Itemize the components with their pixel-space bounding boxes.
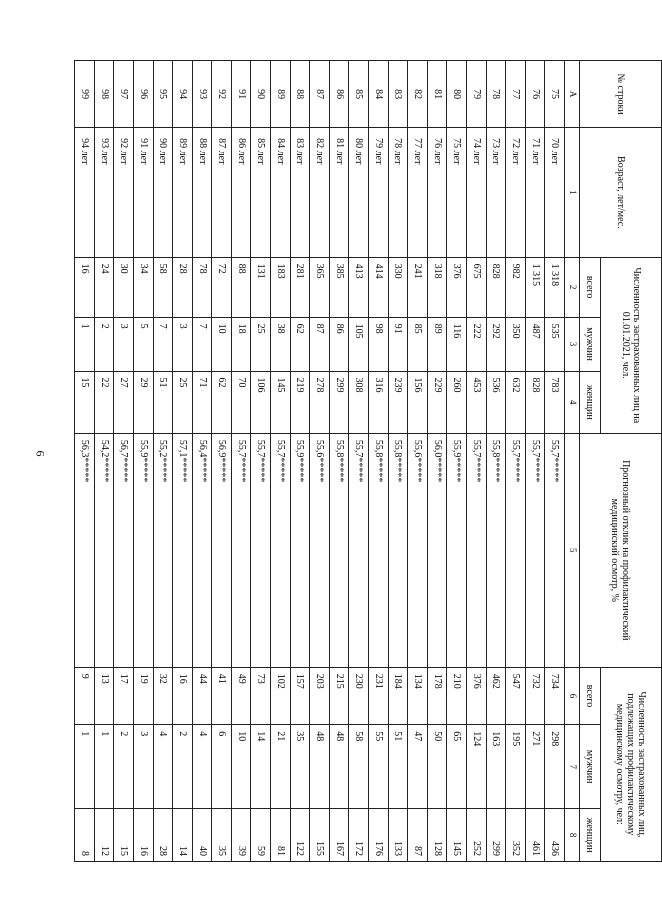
col-number: А (565, 61, 580, 128)
rotated-table-frame (74, 60, 662, 862)
subject-men-cell: 65 (447, 725, 467, 809)
insured-total-cell: 30 (114, 257, 134, 317)
col-number: 5 (565, 433, 580, 667)
insured-women-cell: 278 (310, 371, 330, 433)
row-number-cell: 95 (153, 61, 173, 128)
insured-total-cell: 131 (251, 257, 271, 317)
age-cell: 92 лет (114, 128, 134, 257)
forecast-cell: 55,7***** (506, 433, 526, 667)
insured-women-cell: 632 (506, 371, 526, 433)
forecast-cell: 55,7***** (349, 433, 369, 667)
table-row (525, 61, 545, 862)
table-row (114, 61, 134, 862)
row-number-cell: 76 (525, 61, 545, 128)
age-cell: 94 лет (75, 128, 95, 257)
insured-total-cell: 78 (192, 257, 212, 317)
subject-total-cell: 19 (133, 667, 153, 725)
subject-total-cell: 49 (231, 667, 251, 725)
col-number: 7 (565, 725, 580, 809)
col-number: 6 (565, 667, 580, 725)
insured-men-cell: 86 (329, 317, 349, 371)
insured-total-cell: 376 (447, 257, 467, 317)
insured-total-cell: 16 (75, 257, 95, 317)
subject-men-cell: 48 (329, 725, 349, 809)
row-number-cell: 83 (388, 61, 408, 128)
subject-total-cell: 547 (506, 667, 526, 725)
insured-women-cell: 299 (329, 371, 349, 433)
subject-men-cell: 58 (349, 725, 369, 809)
subject-total-cell: 184 (388, 667, 408, 725)
subject-women-cell: 352 (506, 809, 526, 862)
subject-women-cell: 35 (212, 809, 232, 862)
insured-men-cell: 7 (153, 317, 173, 371)
insured-total-cell: 1 315 (525, 257, 545, 317)
insured-men-cell: 98 (369, 317, 389, 371)
age-cell: 88 лет (192, 128, 212, 257)
table-row (133, 61, 153, 862)
header-forecast: Прогнозный отклик на профилактический медицинский осмотр, % (580, 433, 662, 667)
age-cell: 90 лет (153, 128, 173, 257)
forecast-cell: 55,9***** (133, 433, 153, 667)
subject-men-cell: 1 (94, 725, 114, 809)
subject-men-cell: 51 (388, 725, 408, 809)
header-total-1: всего (580, 257, 601, 317)
insured-total-cell: 828 (486, 257, 506, 317)
subject-women-cell: 167 (329, 809, 349, 862)
forecast-cell: 55,2***** (153, 433, 173, 667)
insured-women-cell: 828 (525, 371, 545, 433)
subject-women-cell: 145 (447, 809, 467, 862)
subject-men-cell: 6 (212, 725, 232, 809)
forecast-cell: 55,8***** (486, 433, 506, 667)
insured-men-cell: 5 (133, 317, 153, 371)
age-cell: 93 лет (94, 128, 114, 257)
insured-women-cell: 229 (427, 371, 447, 433)
forecast-cell: 55,7***** (231, 433, 251, 667)
age-cell: 73 лет (486, 128, 506, 257)
subject-total-cell: 230 (349, 667, 369, 725)
insured-women-cell: 70 (231, 371, 251, 433)
insured-men-cell: 85 (408, 317, 428, 371)
forecast-cell: 56,3***** (75, 433, 95, 667)
subject-women-cell: 87 (408, 809, 428, 862)
insured-women-cell: 783 (545, 371, 565, 433)
header-women-2: женщин (580, 809, 601, 862)
insured-persons-table (74, 60, 662, 862)
insured-men-cell: 350 (506, 317, 526, 371)
subject-women-cell: 39 (231, 809, 251, 862)
insured-women-cell: 536 (486, 371, 506, 433)
row-number-cell: 90 (251, 61, 271, 128)
insured-women-cell: 27 (114, 371, 134, 433)
age-cell: 81 лет (329, 128, 349, 257)
row-number-cell: 87 (310, 61, 330, 128)
subject-total-cell: 102 (271, 667, 291, 725)
row-number-cell: 97 (114, 61, 134, 128)
header-men-2: мужчин (580, 725, 601, 809)
insured-total-cell: 414 (369, 257, 389, 317)
subject-men-cell: 14 (251, 725, 271, 809)
insured-men-cell: 105 (349, 317, 369, 371)
row-number-cell: 91 (231, 61, 251, 128)
subject-total-cell: 32 (153, 667, 173, 725)
insured-men-cell: 3 (173, 317, 193, 371)
subject-men-cell: 35 (290, 725, 310, 809)
row-number-cell: 94 (173, 61, 193, 128)
table-row (251, 61, 271, 862)
insured-total-cell: 183 (271, 257, 291, 317)
subject-women-cell: 40 (192, 809, 212, 862)
row-number-cell: 99 (75, 61, 95, 128)
age-cell: 71 лет (525, 128, 545, 257)
age-cell: 72 лет (506, 128, 526, 257)
row-number-cell: 77 (506, 61, 526, 128)
subject-women-cell: 436 (545, 809, 565, 862)
table-row (427, 61, 447, 862)
subject-men-cell: 4 (153, 725, 173, 809)
subject-men-cell: 271 (525, 725, 545, 809)
insured-men-cell: 25 (251, 317, 271, 371)
age-cell: 70 лет (545, 128, 565, 257)
row-number-cell: 93 (192, 61, 212, 128)
age-cell: 89 лет (173, 128, 193, 257)
subject-men-cell: 2 (173, 725, 193, 809)
header-row-number: № строки (580, 61, 662, 128)
insured-men-cell: 116 (447, 317, 467, 371)
insured-women-cell: 316 (369, 371, 389, 433)
insured-total-cell: 318 (427, 257, 447, 317)
row-number-cell: 86 (329, 61, 349, 128)
insured-total-cell: 24 (94, 257, 114, 317)
forecast-cell: 55,7***** (251, 433, 271, 667)
insured-total-cell: 281 (290, 257, 310, 317)
table-row (290, 61, 310, 862)
subject-men-cell: 195 (506, 725, 526, 809)
subject-men-cell: 298 (545, 725, 565, 809)
row-number-cell: 98 (94, 61, 114, 128)
age-cell: 74 лет (467, 128, 487, 257)
subject-women-cell: 16 (133, 809, 153, 862)
subject-total-cell: 231 (369, 667, 389, 725)
subject-men-cell: 1 (75, 725, 95, 809)
col-number: 4 (565, 371, 580, 433)
subject-total-cell: 215 (329, 667, 349, 725)
insured-women-cell: 145 (271, 371, 291, 433)
subject-total-cell: 157 (290, 667, 310, 725)
forecast-cell: 55,9***** (290, 433, 310, 667)
insured-men-cell: 89 (427, 317, 447, 371)
table-row (486, 61, 506, 862)
insured-men-cell: 2 (94, 317, 114, 371)
insured-total-cell: 675 (467, 257, 487, 317)
table-row (271, 61, 291, 862)
insured-men-cell: 62 (290, 317, 310, 371)
age-cell: 78 лет (388, 128, 408, 257)
header-subject-group: Численность застрахованных лиц, подлежащих профилактическому медицинскому осмотру, чел: (601, 667, 662, 861)
subject-women-cell: 252 (467, 809, 487, 862)
insured-men-cell: 87 (310, 317, 330, 371)
forecast-cell: 56,4***** (192, 433, 212, 667)
age-cell: 77 лет (408, 128, 428, 257)
forecast-cell: 56,0***** (427, 433, 447, 667)
page-number: 6 (33, 450, 48, 457)
table-body (75, 61, 565, 862)
insured-women-cell: 25 (173, 371, 193, 433)
insured-total-cell: 58 (153, 257, 173, 317)
forecast-cell: 56,7***** (114, 433, 134, 667)
subject-total-cell: 462 (486, 667, 506, 725)
subject-women-cell: 461 (525, 809, 545, 862)
header-insured-group: Численность застрахованных лиц на 01.01.2021, чел. (601, 257, 662, 433)
insured-total-cell: 88 (231, 257, 251, 317)
insured-total-cell: 385 (329, 257, 349, 317)
subject-women-cell: 8 (75, 809, 95, 862)
subject-men-cell: 55 (369, 725, 389, 809)
forecast-cell: 55,8***** (369, 433, 389, 667)
forecast-cell: 55,7***** (467, 433, 487, 667)
age-cell: 76 лет (427, 128, 447, 257)
subject-women-cell: 59 (251, 809, 271, 862)
insured-men-cell: 18 (231, 317, 251, 371)
subject-men-cell: 47 (408, 725, 428, 809)
forecast-cell: 56,9***** (212, 433, 232, 667)
table-row (369, 61, 389, 862)
age-cell: 91 лет (133, 128, 153, 257)
insured-women-cell: 51 (153, 371, 173, 433)
insured-total-cell: 34 (133, 257, 153, 317)
table-container (74, 60, 662, 862)
subject-women-cell: 122 (290, 809, 310, 862)
insured-total-cell: 241 (408, 257, 428, 317)
age-cell: 85 лет (251, 128, 271, 257)
table-row (349, 61, 369, 862)
age-cell: 80 лет (349, 128, 369, 257)
subject-total-cell: 13 (94, 667, 114, 725)
subject-women-cell: 28 (153, 809, 173, 862)
subject-total-cell: 134 (408, 667, 428, 725)
subject-women-cell: 172 (349, 809, 369, 862)
subject-men-cell: 4 (192, 725, 212, 809)
row-number-cell: 84 (369, 61, 389, 128)
table-row (447, 61, 467, 862)
insured-total-cell: 413 (349, 257, 369, 317)
row-number-cell: 96 (133, 61, 153, 128)
table-row (94, 61, 114, 862)
header-age: Возраст, лет/мес. (580, 128, 662, 257)
header-total-2: всего (580, 667, 601, 725)
insured-men-cell: 38 (271, 317, 291, 371)
subject-total-cell: 73 (251, 667, 271, 725)
age-cell: 84 лет (271, 128, 291, 257)
age-cell: 82 лет (310, 128, 330, 257)
subject-total-cell: 44 (192, 667, 212, 725)
table-row (192, 61, 212, 862)
forecast-cell: 55,8***** (388, 433, 408, 667)
insured-men-cell: 3 (114, 317, 134, 371)
subject-women-cell: 128 (427, 809, 447, 862)
forecast-cell: 55,8***** (329, 433, 349, 667)
insured-women-cell: 22 (94, 371, 114, 433)
row-number-cell: 92 (212, 61, 232, 128)
insured-men-cell: 222 (467, 317, 487, 371)
table-row (153, 61, 173, 862)
insured-total-cell: 1 318 (545, 257, 565, 317)
insured-women-cell: 62 (212, 371, 232, 433)
subject-total-cell: 732 (525, 667, 545, 725)
header-women-1: женщин (580, 371, 601, 433)
table-row (310, 61, 330, 862)
table-row (408, 61, 428, 862)
subject-women-cell: 133 (388, 809, 408, 862)
subject-total-cell: 203 (310, 667, 330, 725)
insured-women-cell: 106 (251, 371, 271, 433)
subject-women-cell: 14 (173, 809, 193, 862)
forecast-cell: 55,9***** (447, 433, 467, 667)
forecast-cell: 57,1***** (173, 433, 193, 667)
forecast-cell: 55,6***** (408, 433, 428, 667)
col-number: 3 (565, 317, 580, 371)
row-number-cell: 89 (271, 61, 291, 128)
subject-total-cell: 734 (545, 667, 565, 725)
insured-men-cell: 10 (212, 317, 232, 371)
forecast-cell: 54,2***** (94, 433, 114, 667)
forecast-cell: 55,6***** (310, 433, 330, 667)
subject-men-cell: 163 (486, 725, 506, 809)
insured-women-cell: 71 (192, 371, 212, 433)
subject-men-cell: 48 (310, 725, 330, 809)
age-cell: 83 лет (290, 128, 310, 257)
subject-women-cell: 12 (94, 809, 114, 862)
subject-total-cell: 178 (427, 667, 447, 725)
subject-total-cell: 376 (467, 667, 487, 725)
table-row (545, 61, 565, 862)
subject-women-cell: 299 (486, 809, 506, 862)
age-cell: 79 лет (369, 128, 389, 257)
col-number: 2 (565, 257, 580, 317)
table-row (388, 61, 408, 862)
subject-total-cell: 16 (173, 667, 193, 725)
row-number-cell: 82 (408, 61, 428, 128)
row-number-cell: 85 (349, 61, 369, 128)
col-number: 8 (565, 809, 580, 862)
insured-men-cell: 91 (388, 317, 408, 371)
age-cell: 86 лет (231, 128, 251, 257)
subject-total-cell: 41 (212, 667, 232, 725)
table-row (506, 61, 526, 862)
insured-men-cell: 1 (75, 317, 95, 371)
col-number: 1 (565, 128, 580, 257)
subject-men-cell: 2 (114, 725, 134, 809)
subject-total-cell: 9 (75, 667, 95, 725)
table-row (467, 61, 487, 862)
insured-women-cell: 15 (75, 371, 95, 433)
insured-men-cell: 292 (486, 317, 506, 371)
insured-women-cell: 453 (467, 371, 487, 433)
age-cell: 87 лет (212, 128, 232, 257)
subject-total-cell: 210 (447, 667, 467, 725)
row-number-cell: 75 (545, 61, 565, 128)
age-cell: 75 лет (447, 128, 467, 257)
insured-men-cell: 7 (192, 317, 212, 371)
table-row (75, 61, 95, 862)
insured-women-cell: 156 (408, 371, 428, 433)
insured-men-cell: 487 (525, 317, 545, 371)
forecast-cell: 55,7***** (545, 433, 565, 667)
table-row (173, 61, 193, 862)
subject-men-cell: 21 (271, 725, 291, 809)
table-row (212, 61, 232, 862)
row-number-cell: 88 (290, 61, 310, 128)
row-number-cell: 80 (447, 61, 467, 128)
subject-total-cell: 17 (114, 667, 134, 725)
subject-women-cell: 155 (310, 809, 330, 862)
subject-women-cell: 176 (369, 809, 389, 862)
subject-men-cell: 124 (467, 725, 487, 809)
table-row (231, 61, 251, 862)
insured-total-cell: 72 (212, 257, 232, 317)
insured-total-cell: 982 (506, 257, 526, 317)
row-number-cell: 79 (467, 61, 487, 128)
subject-women-cell: 81 (271, 809, 291, 862)
insured-women-cell: 239 (388, 371, 408, 433)
insured-women-cell: 308 (349, 371, 369, 433)
insured-total-cell: 28 (173, 257, 193, 317)
row-number-cell: 81 (427, 61, 447, 128)
insured-total-cell: 365 (310, 257, 330, 317)
subject-men-cell: 3 (133, 725, 153, 809)
subject-men-cell: 50 (427, 725, 447, 809)
insured-total-cell: 330 (388, 257, 408, 317)
insured-women-cell: 260 (447, 371, 467, 433)
insured-women-cell: 29 (133, 371, 153, 433)
subject-women-cell: 15 (114, 809, 134, 862)
table-row (329, 61, 349, 862)
row-number-cell: 78 (486, 61, 506, 128)
insured-women-cell: 219 (290, 371, 310, 433)
forecast-cell: 55,7***** (525, 433, 545, 667)
forecast-cell: 55,7***** (271, 433, 291, 667)
subject-men-cell: 10 (231, 725, 251, 809)
insured-men-cell: 535 (545, 317, 565, 371)
header-men-1: мужчин (580, 317, 601, 371)
